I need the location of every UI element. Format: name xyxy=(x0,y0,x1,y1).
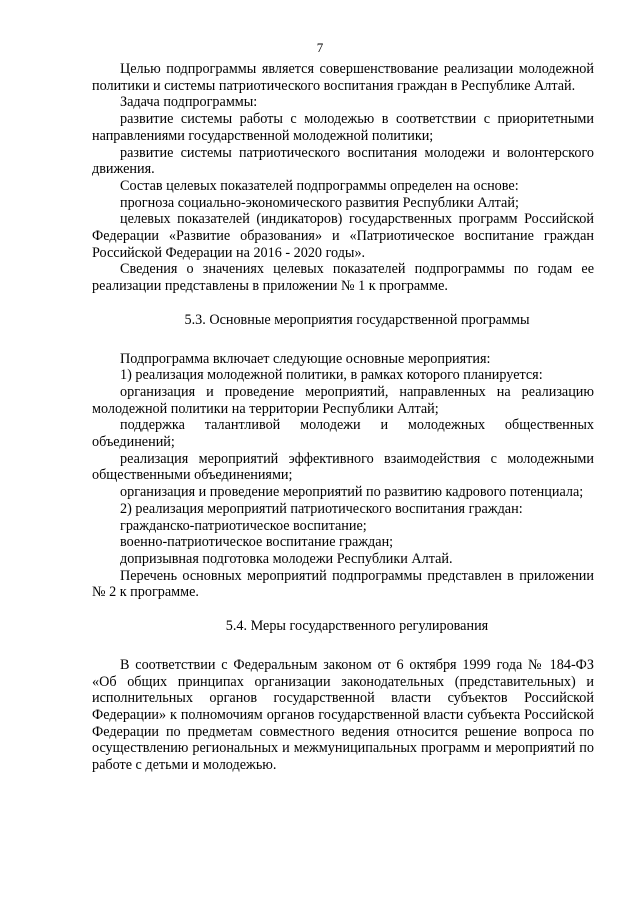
section-heading-5-3: 5.3. Основные мероприятия государственной программы xyxy=(184,311,530,328)
section-heading-5-4: 5.4. Меры государственного регулирования xyxy=(225,618,489,635)
paragraph-measure-1-b: поддержка талантливой молодежи и молодежных общественных объединений; xyxy=(92,417,594,451)
paragraph-appendix-2: Перечень основных мероприятий подпрограммы представлен в приложении № 2 к программе. xyxy=(92,567,594,601)
section-5-4-body xyxy=(92,657,594,774)
paragraph-measure-1: 1) реализация молодежной политики, в рамках которого планируется: xyxy=(120,367,543,384)
document-body xyxy=(92,61,594,774)
paragraph-task-heading: Задача подпрограммы: xyxy=(120,94,258,111)
paragraph-measure-2-b: военно-патриотическое воспитание граждан; xyxy=(120,534,394,551)
paragraph-measure-2-c: допризывная подготовка молодежи Республики Алтай. xyxy=(120,550,453,567)
paragraph-goal: Целью подпрограммы является совершенствование реализации молодежной политики и системы патриотического воспитания граждан в Республике Алтай. xyxy=(92,61,594,94)
page-number: 7 xyxy=(316,40,324,55)
section-5-3-body xyxy=(92,351,594,602)
paragraph-measure-2: 2) реализация мероприятий патриотического воспитания граждан: xyxy=(120,500,523,517)
paragraph-indicators-basis: Состав целевых показателей подпрограммы определен на основе: xyxy=(120,177,519,194)
paragraph-task-1: развитие системы работы с молодежью в соответствии с приоритетными направлениями государственной молодежной политики; xyxy=(92,111,594,144)
paragraph-forecast: прогноза социально-экономического развития Республики Алтай; xyxy=(120,194,519,211)
paragraph-measure-1-a: организация и проведение мероприятий, направленных на реализацию молодежной политики на территории Республики Алтай; xyxy=(92,383,594,417)
paragraph-measure-1-d: организация и проведение мероприятий по развитию кадрового потенциала; xyxy=(120,484,584,501)
paragraph-federal-law: В соответствии с Федеральным законом от 6 октября 1999 года № 184-ФЗ «Об общих принципах организации законодательных (представительных) и исполнительных органов государственной власти субъектов Российской Федерации» к полномочиям органов государственной власти субъекта Российской Федерации по предметам совместного ведения относится решение вопроса по осуществлению региональных и межмуниципальных программ и мероприятий по работе с детьми и молодежью. xyxy=(92,656,594,774)
paragraph-federal-indicators: целевых показателей (индикаторов) государственных программ Российской Федерации «Развитие образования» и «Патриотическое воспитание граждан Российской Федерации на 2016 - 2020 годы». xyxy=(92,211,594,261)
paragraph-measures-intro: Подпрограмма включает следующие основные мероприятия: xyxy=(120,350,491,367)
paragraph-appendix-1: Сведения о значениях целевых показателей подпрограммы по годам ее реализации представлены в приложении № 1 к программе. xyxy=(92,261,594,295)
paragraph-measure-2-a: гражданско-патриотическое воспитание; xyxy=(120,517,367,534)
paragraph-task-2: развитие системы патриотического воспитания молодежи и волонтерского движения. xyxy=(92,144,594,178)
paragraph-measure-1-c: реализация мероприятий эффективного взаимодействия с молодежными общественными объединениями; xyxy=(92,450,594,484)
